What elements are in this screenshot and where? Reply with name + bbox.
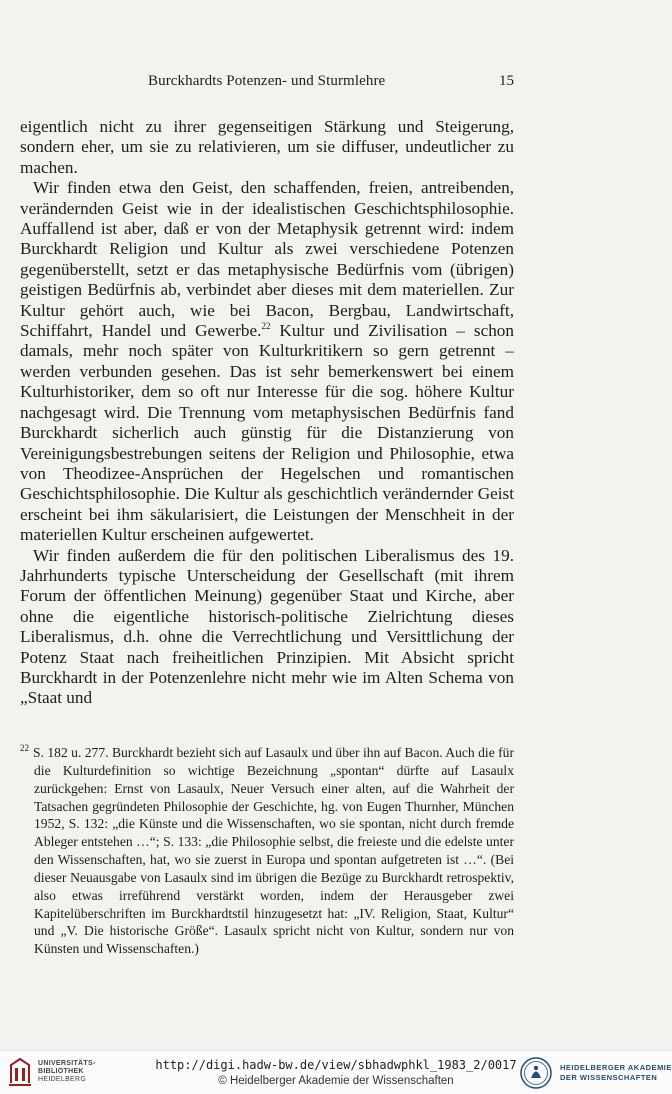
running-head-title: Burckhardts Potenzen- und Sturmlehre xyxy=(148,73,386,89)
library-name-line-2: BIBLIOTHEK xyxy=(38,1068,84,1075)
academy-name-line-1: HEIDELBERGER AKADEMIE xyxy=(560,1063,672,1072)
academy-name xyxy=(560,1063,672,1083)
permalink-url[interactable]: http://digi.hadw-bw.de/view/sbhadwphkl_1983_2/0017 xyxy=(155,1058,517,1072)
paragraph-2 xyxy=(20,178,514,545)
footnote-text: S. 182 u. 277. Burckhardt bezieht sich auf Lasaulx und über ihn auf Bacon. Auch die für die Kulturdefinition so wichtige Bezeichnung „spontan“ dürfte auf Lasaulx zurückgehen: Ernst von Lasaulx, Neuer Versuch einer alten, auf die Wahrheit der Tatsachen gegründeten Philosophie der Geschichte, hg. von Eugen Thurnher, München 1952, S. 132: „die Künste und die Wissenschaften, wo sie spontan, nicht durch fremde Ableger entstehen …“; S. 133: „die Philosophie selbst, die freieste und die edelste unter den Wissenschaften, hat, wo sie zuerst in Europa und spontan aufgetreten ist …“. (Bei dieser Neuausgabe von Lasaulx sind im übrigen die Bezüge zu Burckhardt retrospektiv, also etwas irreführend verstärkt worden, indem der Herausgeber zwei Kapitelüberschriften im Burckhardtstil hinzugesetzt hat: „IV. Religion, Staat, Kultur“ und „V. Die historische Größe“. Lasaulx spricht nicht von Kultur, sondern nur von Künsten und Wissenschaften.) xyxy=(33,745,514,957)
paragraph-2-part-1: Wir finden etwa den Geist, den schaffenden, freien, antreibenden, verändernden Geist wie in der idealistischen Geschichtsphilosophie. Auffallend ist aber, daß er von der Metaphysik getrennt wird: indem Burckhardt Religion und Kultur als zwei verschiedene Potenzen gegenüberstellt, setzt er das metaphysische Bedürfnis vom (übrigen) geistigen Bedürfnis ab, verbindet aber dieses mit dem materiellen. Zur Kultur gehört auch, wie bei Bacon, Bergbau, Landwirtschaft, Schiffahrt, Handel und Gewerbe. xyxy=(20,178,514,341)
academy-seal-icon[interactable] xyxy=(520,1057,552,1089)
copyright-notice: © Heidelberger Akademie der Wissenschaften xyxy=(218,1075,454,1087)
footnotes xyxy=(20,744,514,958)
paragraph-3: Wir finden außerdem die für den politischen Liberalismus des 19. Jahrhunderts typische Unterscheidung der Gesellschaft (mit ihrem Forum der öffentlichen Meinung) gegenüber Staat und Kirche, aber ohne die eigentliche historisch-politische Zielrichtung dieses Liberalismus, d.h. ohne die Verrechtlichung und Versittlichung der Potenz Staat nach freiheitlichen Prinzipien. Mit Absicht spricht Burckhardt in der Potenzenlehre nicht mehr wie im Alten Schema von „Staat und xyxy=(20,545,514,708)
library-name-line-3: HEIDELBERG xyxy=(38,1076,87,1083)
viewer-footer xyxy=(0,1050,672,1094)
footnote-22: 22 S. 182 u. 277. Burckhardt bezieht sich auf Lasaulx und über ihn auf Bacon. Auch die für die Kulturdefinition so wichtige Bezeichnung „spontan“ dürfte auf Lasaulx zurückgehen: Ernst von Lasaulx, Neuer Versuch einer alten, auf die Wahrheit der Tatsachen gegründeten Philosophie der Geschichte, hg. von Eugen Thurnher, München 1952, S. 132: „die Künste und die Wissenschaften, wo sie spontan, nicht durch fremde Ableger entstehen …“; S. 133: „die Philosophie selbst, die freieste und die edelste unter den Wissenschaften, hat, wo sie zuerst in Europa und spontan aufgetreten ist …“. (Bei dieser Neuausgabe von Lasaulx sind im übrigen die Bezüge zu Burckhardt retrospektiv, also etwas irreführend verstärkt worden, indem der Herausgeber zwei Kapitelüberschriften im Burckhardtstil hinzugesetzt hat: „IV. Religion, Staat, Kultur“ und „V. Die historische Größe“. Lasaulx spricht nicht von Kultur, sondern nur von Künsten und Wissenschaften.) xyxy=(20,743,514,957)
library-name-line-1: UNIVERSITÄTS- xyxy=(38,1060,96,1067)
paragraph-1: eigentlich nicht zu ihrer gegenseitigen Stärkung und Steigerung, sondern eher, um sie zu relativieren, um sie diffuser, undeutlicher zu machen. xyxy=(20,117,514,177)
page-number: 15 xyxy=(499,73,514,89)
footnote-reference-22[interactable]: 22 xyxy=(261,321,271,332)
paragraph-2-part-2: Kultur und Zivilisation – schon damals, mehr noch später von Kulturkritikern so gern getrennt – werden verbunden gesehen. Das ist sehr bemerkenswert bei einem Kulturhistoriker, dem so oft nur Interesse für die sog. höhere Kultur nachgesagt wird. Die Trennung vom metaphysischen Bedürfnis fand Burckhardt sicherlich auch günstig für die Distanzierung von Vereinigungsbestrebungen seitens der Religion und Philosophie, etwa von Theodizee-Ansprüchen der Hegelschen und romantischen Geschichtsphilosophie. Die Kultur als geschichtlich verändernder Geist erscheint bei ihm säkularisiert, die Leistungen der Menschheit in der materiellen Kultur erscheinen aufgewertet. xyxy=(20,321,514,545)
academy-name-line-2: DER WISSENSCHAFTEN xyxy=(560,1073,658,1082)
main-text xyxy=(20,117,514,709)
